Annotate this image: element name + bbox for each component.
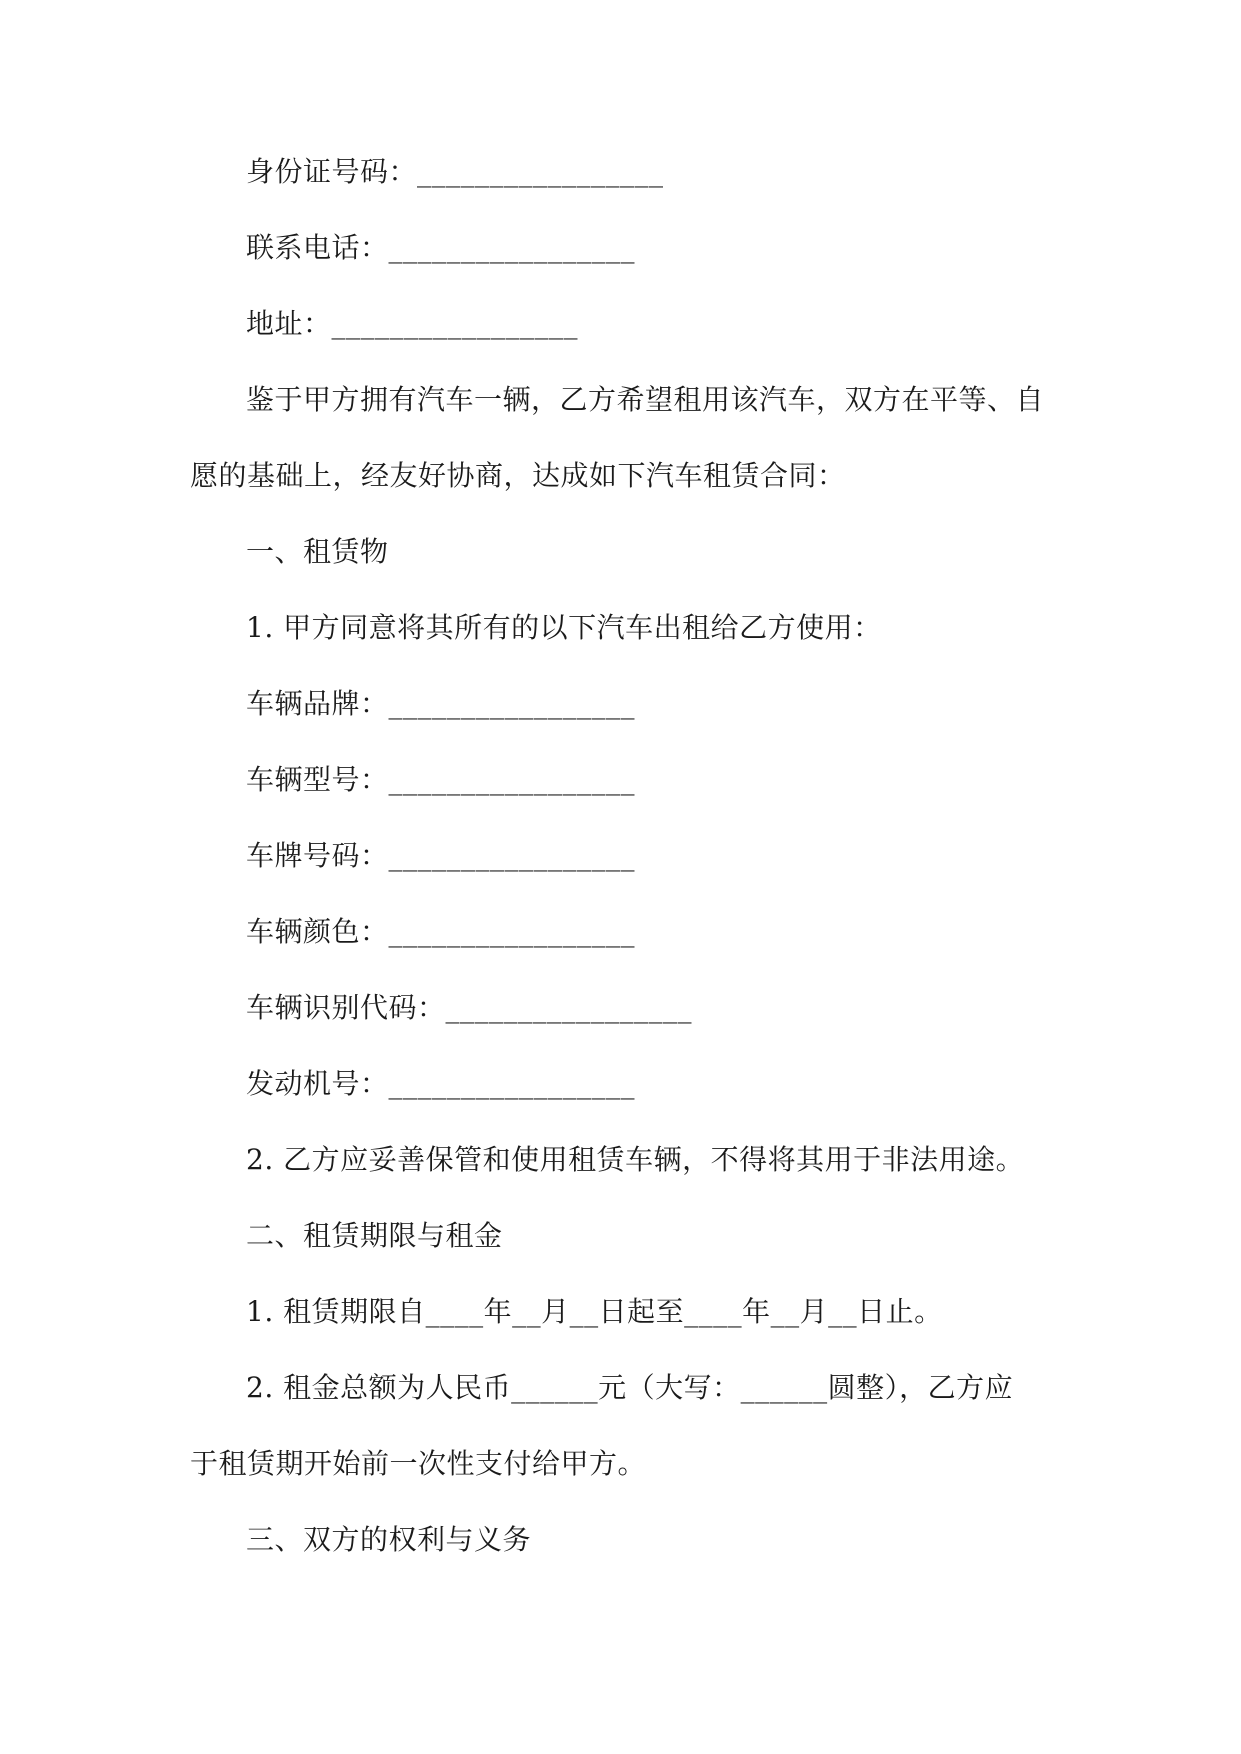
vehicle-model-line: 车辆型号：_________________: [246, 763, 636, 796]
clause-1-2: 2. 乙方应妥善保管和使用租赁车辆，不得将其用于非法用途。: [246, 1143, 1025, 1176]
vin-line: 车辆识别代码：_________________: [246, 991, 693, 1024]
phone-line: 联系电话：_________________: [246, 231, 636, 264]
preamble-line-2: 愿的基础上，经友好协商，达成如下汽车租赁合同：: [190, 459, 846, 492]
clause-2-1: 1. 租赁期限自____年__月__日起至____年__月__日止。: [246, 1295, 943, 1328]
engine-number-line: 发动机号：_________________: [246, 1067, 636, 1100]
clause-2-2-line-1: 2. 租金总额为人民币______元（大写：______圆整），乙方应: [246, 1371, 1014, 1404]
address-line: 地址：_________________: [246, 307, 579, 340]
clause-2-2-line-2: 于租赁期开始前一次性支付给甲方。: [190, 1447, 647, 1480]
plate-number-line: 车牌号码：_________________: [246, 839, 636, 872]
preamble-line-1: 鉴于甲方拥有汽车一辆，乙方希望租用该汽车，双方在平等、自: [246, 383, 1045, 416]
section-heading-3: 三、双方的权利与义务: [246, 1523, 532, 1556]
vehicle-brand-line: 车辆品牌：_________________: [246, 687, 636, 720]
section-heading-1: 一、租赁物: [246, 535, 389, 568]
clause-1-1: 1. 甲方同意将其所有的以下汽车出租给乙方使用：: [246, 611, 882, 644]
vehicle-color-line: 车辆颜色：_________________: [246, 915, 636, 948]
id-number-line: 身份证号码：_________________: [246, 155, 664, 188]
section-heading-2: 二、租赁期限与租金: [246, 1219, 503, 1252]
